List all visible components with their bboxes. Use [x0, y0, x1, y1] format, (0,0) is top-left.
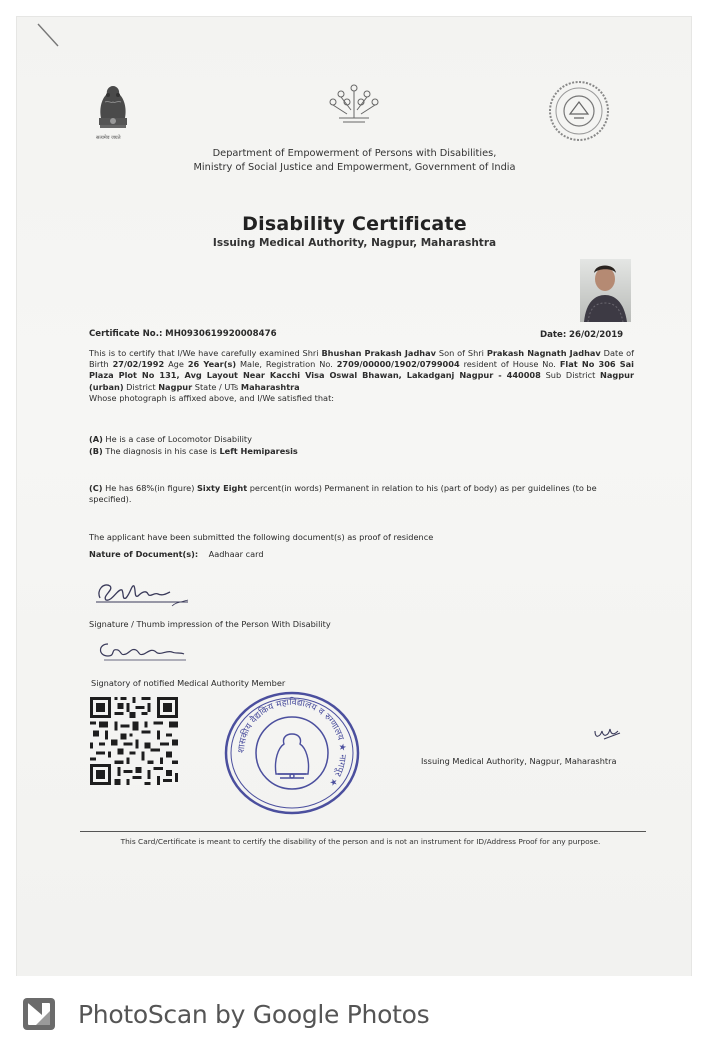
authority-signature-label: Signatory of notified Medical Authority Member: [91, 678, 286, 688]
authority-signature: [96, 636, 192, 664]
photoscan-brand-label: PhotoScan by Google Photos: [78, 1000, 430, 1029]
state-seal-icon: [548, 80, 610, 142]
qr-code: [90, 697, 178, 785]
clause-a: (A) He is a case of Locomotor Disability: [89, 434, 252, 444]
age: 26 Year(s): [187, 359, 237, 370]
footer-disclaimer: This Card/Certificate is meant to certify the disability of the person and is not an instrument for ID/Address Proof for any purpose.: [120, 837, 601, 846]
diagnosis: Left Hemiparesis: [219, 446, 298, 456]
district: Nagpur: [158, 381, 193, 392]
applicant-photo: [580, 259, 631, 322]
clause-c: (C) He has 68%(in figure) Sixty Eight percent(in words) Permanent in relation to his (part of body) as per guidelines (to be specified).: [89, 483, 597, 504]
ministry-line: Ministry of Social Justice and Empowerment, Government of India: [193, 162, 516, 173]
disability-type: Locomotor Disability: [167, 434, 252, 444]
department-line: Department of Empowerment of Persons with Disabilities,: [212, 148, 497, 159]
emblem-caption: सत्यमेव जयते: [96, 135, 121, 141]
photoscan-icon: [22, 997, 56, 1031]
residence-proof-line: The applicant have been submitted the following document(s) as proof of residence: [89, 532, 434, 542]
certificate-subtitle: Issuing Medical Authority, Nagpur, Maharashtra: [212, 237, 497, 249]
footer-divider: [80, 831, 646, 832]
clause-b: (B) The diagnosis in his case is Left Hemiparesis: [89, 446, 298, 456]
registration-number: 2709/00000/1902/0799004: [336, 359, 460, 370]
state: Maharashtra: [240, 381, 300, 392]
percent-in-words: Sixty Eight: [197, 483, 248, 493]
date-of-birth: 27/02/1992: [112, 359, 165, 370]
nature-of-document: Nature of Document(s): Aadhaar card: [89, 549, 264, 559]
person-name: Bhushan Prakash Jadhav: [321, 348, 436, 358]
certificate-date: Date: 26/02/2019: [540, 330, 624, 340]
certificate-number: Certificate No.: MH0930619920008476: [89, 329, 277, 339]
issuing-authority-label: Issuing Medical Authority, Nagpur, Maharashtra: [421, 756, 617, 766]
svg-text:शासकीय वैद्यकिय महाविद्यालय व: शासकीय वैद्यकिय महाविद्यालय व रुग्णालय ★ नागपूर ★: [236, 697, 348, 789]
father-name: Prakash Nagnath Jadhav: [486, 348, 601, 358]
disability-percent: 68%: [135, 483, 155, 493]
national-emblem-icon: [91, 80, 135, 140]
depwd-logo-icon: [325, 80, 383, 126]
person-signature: [92, 572, 200, 608]
address: Flat No 306 Sai Plaza Plot No 131, Avg Layout Near Kacchi Visa Oswal Bhawan, Lakadganj Nagpur - 440008: [89, 359, 634, 381]
pen-mark: [36, 22, 62, 50]
certificate-title: Disability Certificate: [242, 213, 467, 235]
official-seal-stamp: [222, 690, 362, 816]
sub-district: Nagpur (urban): [89, 370, 634, 392]
issuing-authority-signature: [592, 723, 622, 743]
certification-paragraph: This is to certify that I/We have carefully examined Shri Bhushan Prakash Jadhav Son of Shri Prakash Nagnath Jadhav Date of Birth 27/02/1992 Age 26 Year(s) Male, Registration No. 2709/00000/1902/0799004 resident of House No. Flat No 306 Sai Plaza Plot No 131, Avg Layout Near Kacchi Visa Oswal Bhawan, Lakadganj Nagpur - 440008 Sub District Nagpur (urban) District Nagpur State / UTs Maharashtra Whose photograph is affixed above, and I/We satisfied that:: [89, 348, 634, 403]
person-signature-label: Signature / Thumb impression of the Person With Disability: [89, 619, 331, 629]
